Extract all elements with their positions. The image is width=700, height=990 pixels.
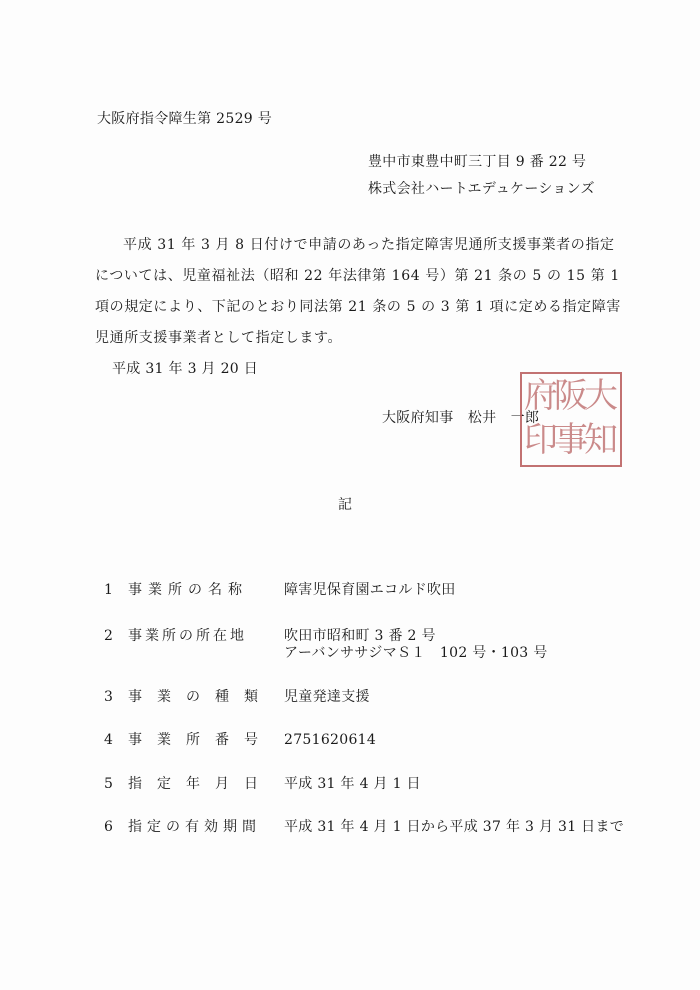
official-seal	[520, 372, 622, 467]
item-label: 指定の有効期間	[128, 819, 261, 835]
body-paragraph: 平成 31 年 3 月 8 日付けで申請のあった指定障害児通所支援事業者の指定については、児童福祉法（昭和 22 年法律第 164 号）第 21 条の 5 の 15 第 1 項の規定により、下記のとおり同法第 21 条の 5 の 3 第 1 項に定める指定障害児通所支援事業者として指定します。	[95, 237, 621, 346]
seal-char: 阪	[554, 376, 588, 416]
seal-char: 知	[584, 420, 618, 460]
item-number: 1	[104, 582, 114, 598]
item-label: 事 業 所 番 号	[128, 732, 259, 748]
item-value: 平成 31 年 4 月 1 日から平成 37 年 3 月 31 日まで	[284, 819, 625, 835]
item-value: 2751620614	[284, 732, 377, 748]
document-number: 大阪府指令障生第 2529 号	[97, 111, 273, 127]
seal-char: 大	[584, 376, 618, 416]
item-label: 事業所の所在地	[128, 628, 247, 644]
item-number: 3	[104, 689, 114, 705]
recipient-address: 豊中市東豊中町三丁目 9 番 22 号	[368, 154, 587, 170]
item-label: 事 業 の 種 類	[128, 689, 259, 705]
item-number: 5	[104, 776, 114, 792]
item-number: 2	[104, 628, 114, 644]
item-value: 児童発達支援	[284, 689, 370, 705]
seal-char: 府	[524, 376, 558, 416]
item-label: 指 定 年 月 日	[128, 776, 259, 792]
issuer-name: 大阪府知事 松井 一郎	[382, 410, 540, 426]
item-value: 平成 31 年 4 月 1 日	[284, 776, 421, 792]
recipient-name: 株式会社ハートエデュケーションズ	[368, 181, 595, 197]
item-number: 6	[104, 819, 114, 835]
item-value: 障害児保育園エコルド吹田	[284, 582, 456, 598]
ki-heading: 記	[338, 497, 353, 513]
item-value: アーバンササジマＳ１ 102 号・103 号	[284, 645, 548, 661]
item-number: 4	[104, 732, 114, 748]
issue-date: 平成 31 年 3 月 20 日	[112, 361, 259, 377]
seal-char: 印	[524, 420, 558, 460]
seal-char: 事	[554, 420, 588, 460]
item-label: 事業所の名称	[128, 582, 248, 598]
item-value: 吹田市昭和町 3 番 2 号	[284, 628, 436, 644]
